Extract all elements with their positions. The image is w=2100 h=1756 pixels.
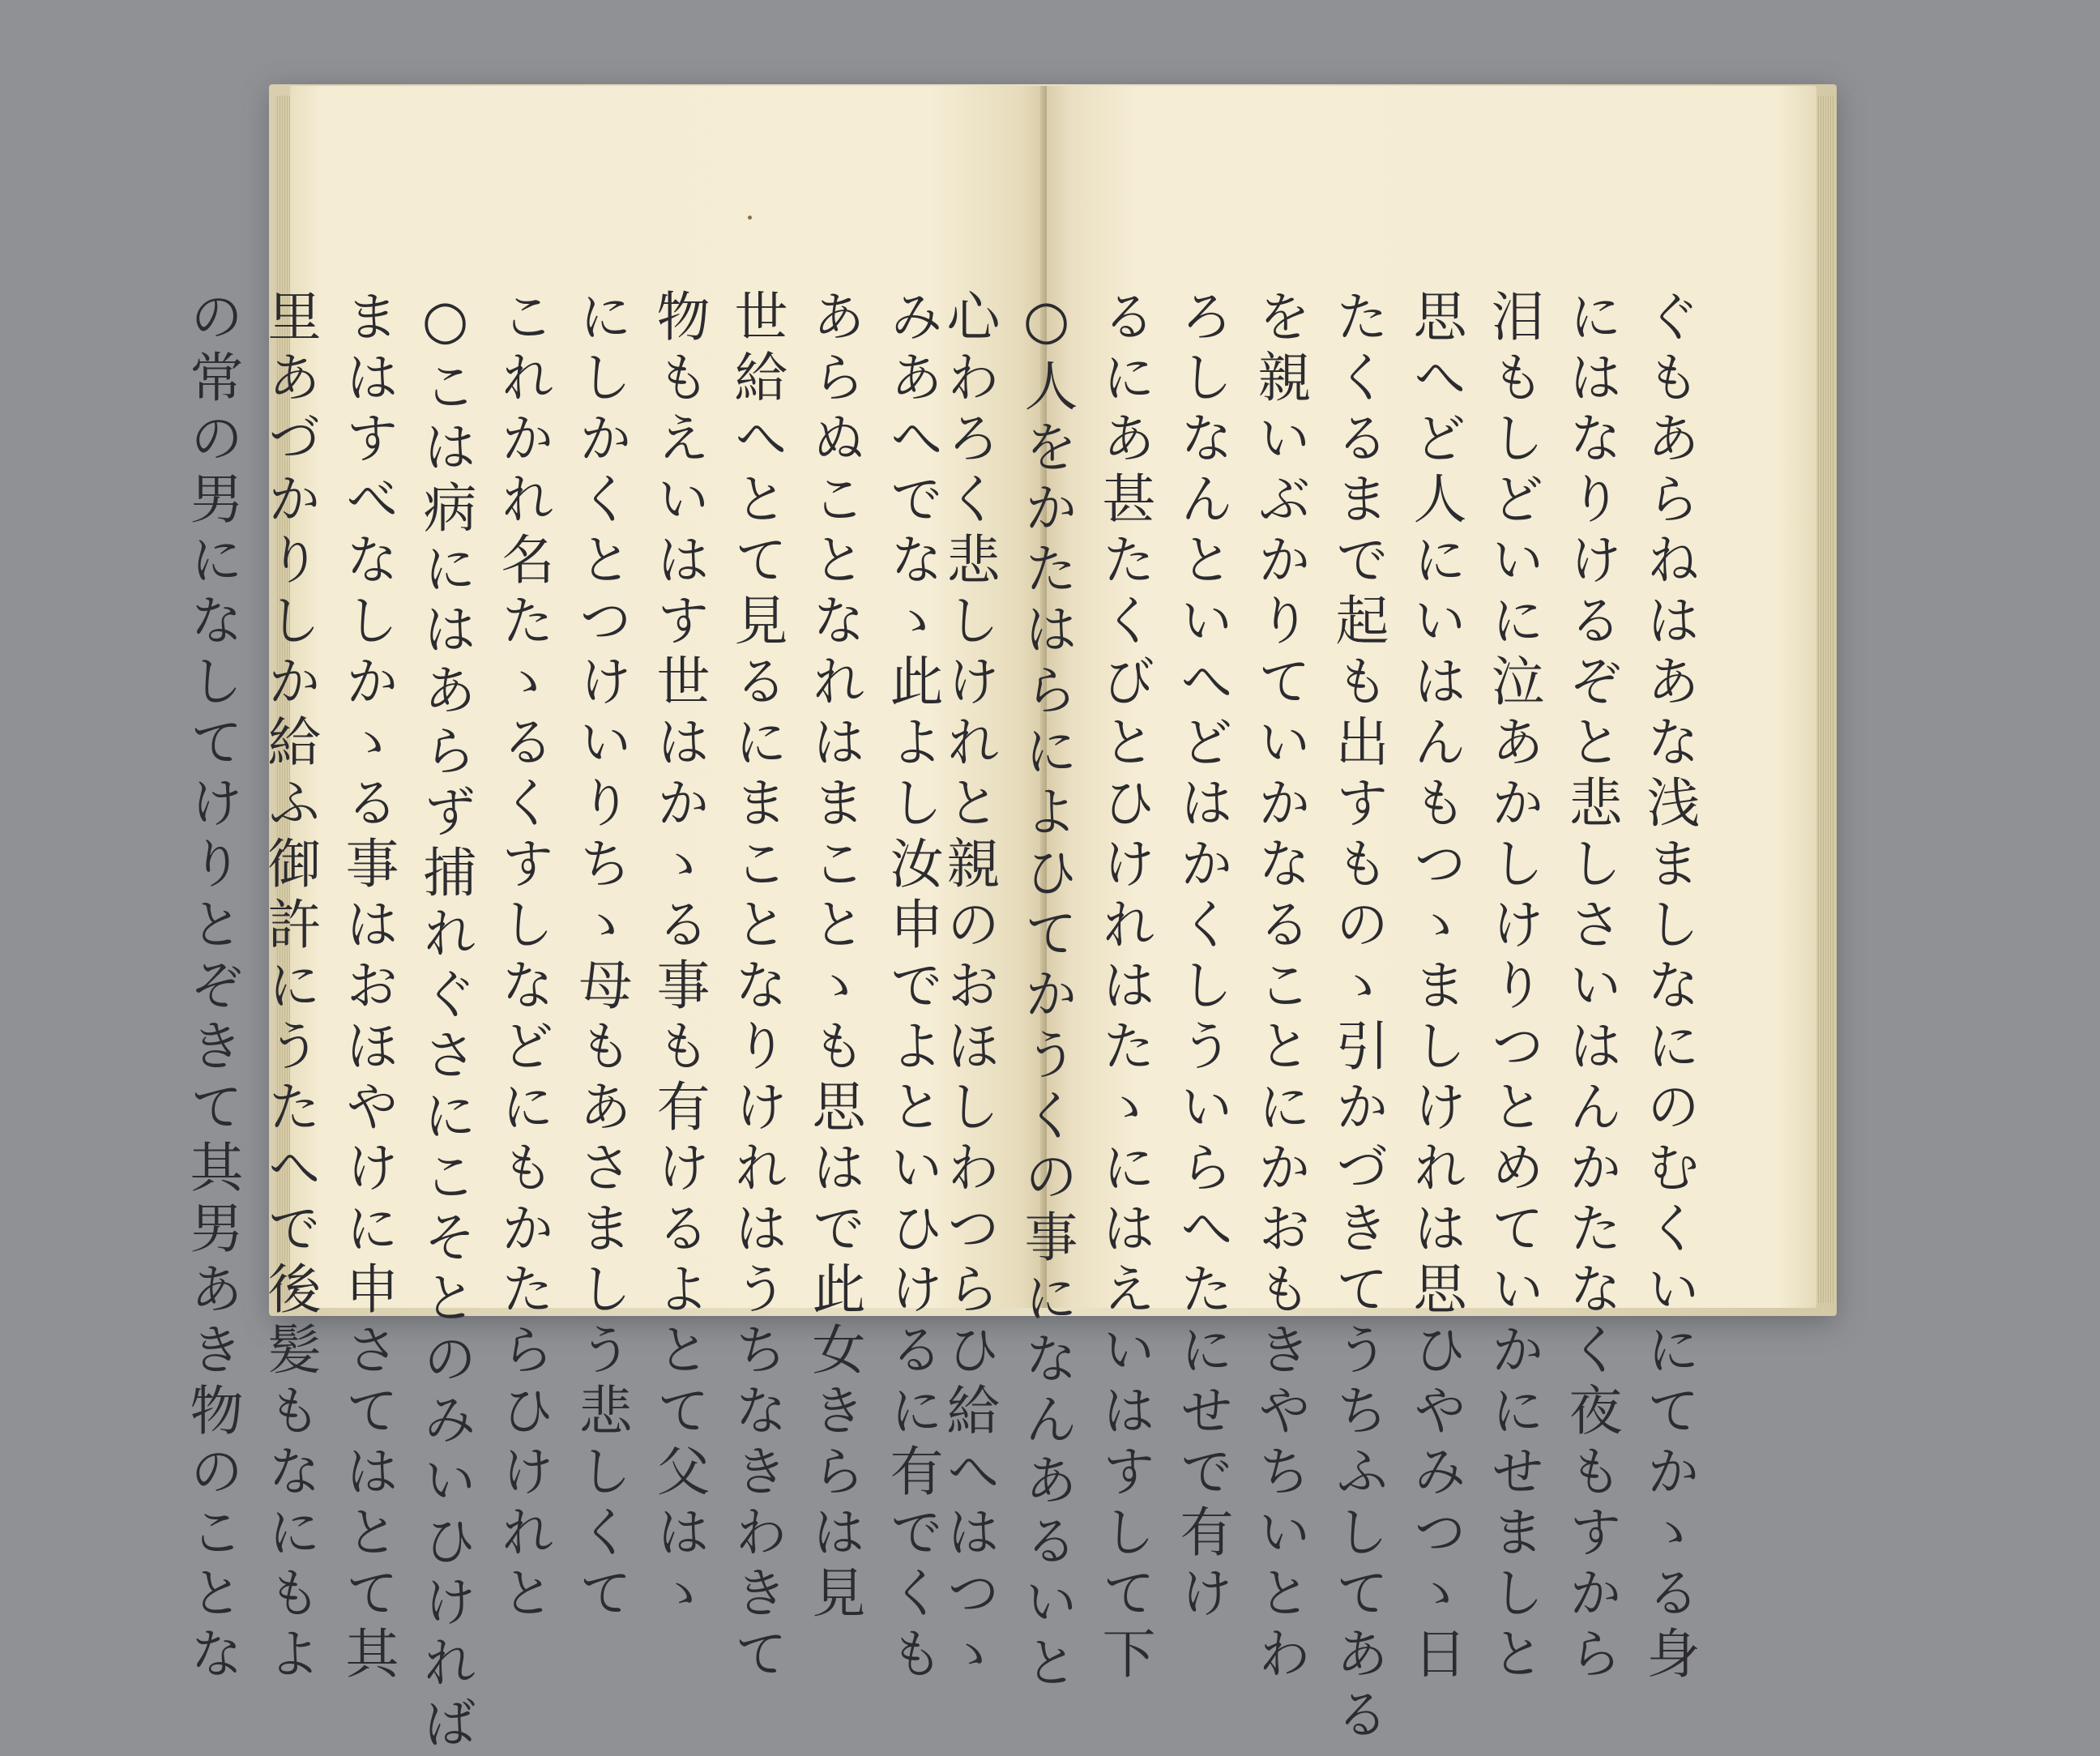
text-column: 物もえいはす世はかゝる事も有けるよとて父はゝ (647, 288, 710, 1626)
text-column: るにあ甚たくびとひけれはたゝにはえいはすして下 (1093, 288, 1155, 1686)
text-column: の常の男になしてけりとぞきて其男あき物のことな (181, 288, 243, 1686)
right-page (937, 86, 1816, 1747)
text-column: みあへでなゝ此よし汝申でよといひけるに有でくも (881, 288, 943, 1686)
right-page-text (929, 288, 1707, 1747)
text-column: たくるまで起も出すものゝ引かづきてうちふしてある (1326, 288, 1389, 1747)
text-column: まはすべなしかゝる事はおほやけに申さてはとて其 (336, 288, 399, 1686)
text-column: 世給へとて見るにまことなりけれはうちなきわきて (725, 288, 788, 1686)
text-column: を親いぶかりていかなることにかおもきやちいとわ (1248, 288, 1311, 1686)
text-column: 里あづかりしか給ふ御許にうたへで後髪もなにもよ (258, 288, 321, 1686)
paper-speck (748, 216, 752, 220)
text-column: にはなりけるぞと悲しさいはんかたなく夜もすから (1560, 288, 1622, 1686)
text-column: ろしなんといへどはかくしういらへたにせで有け (1171, 288, 1233, 1626)
text-column: ○人をかたはらによひてかうくの事になんあるいと (1015, 288, 1078, 1695)
text-column: あらぬことなれはまことゝも思はで此女きらは見 (803, 288, 865, 1626)
text-column: これかれ名たゝるくすしなどにもかたらひけれと (492, 288, 554, 1626)
text-column: にしかくとつけいりちゝ母もあさましう悲しくて (570, 288, 632, 1626)
right-page-edges (1816, 96, 1834, 1303)
text-column: 思へど人にいはんもつゝましけれは思ひやみつゝ日 (1404, 288, 1466, 1686)
text-column: 泪もしどいに泣あかしけりつとめていかにせましと (1482, 288, 1544, 1686)
text-column: ○こは病にはあらず捕れぐさにこそとのみいひければ (414, 288, 476, 1756)
left-page-text (173, 288, 950, 1756)
text-column: ぐもあらねはあな浅ましなにのむくいにてかゝる身 (1637, 288, 1700, 1686)
text-column: 心わろく悲しけれと親のおほしわつらひ給へはつゝ (937, 288, 1000, 1686)
